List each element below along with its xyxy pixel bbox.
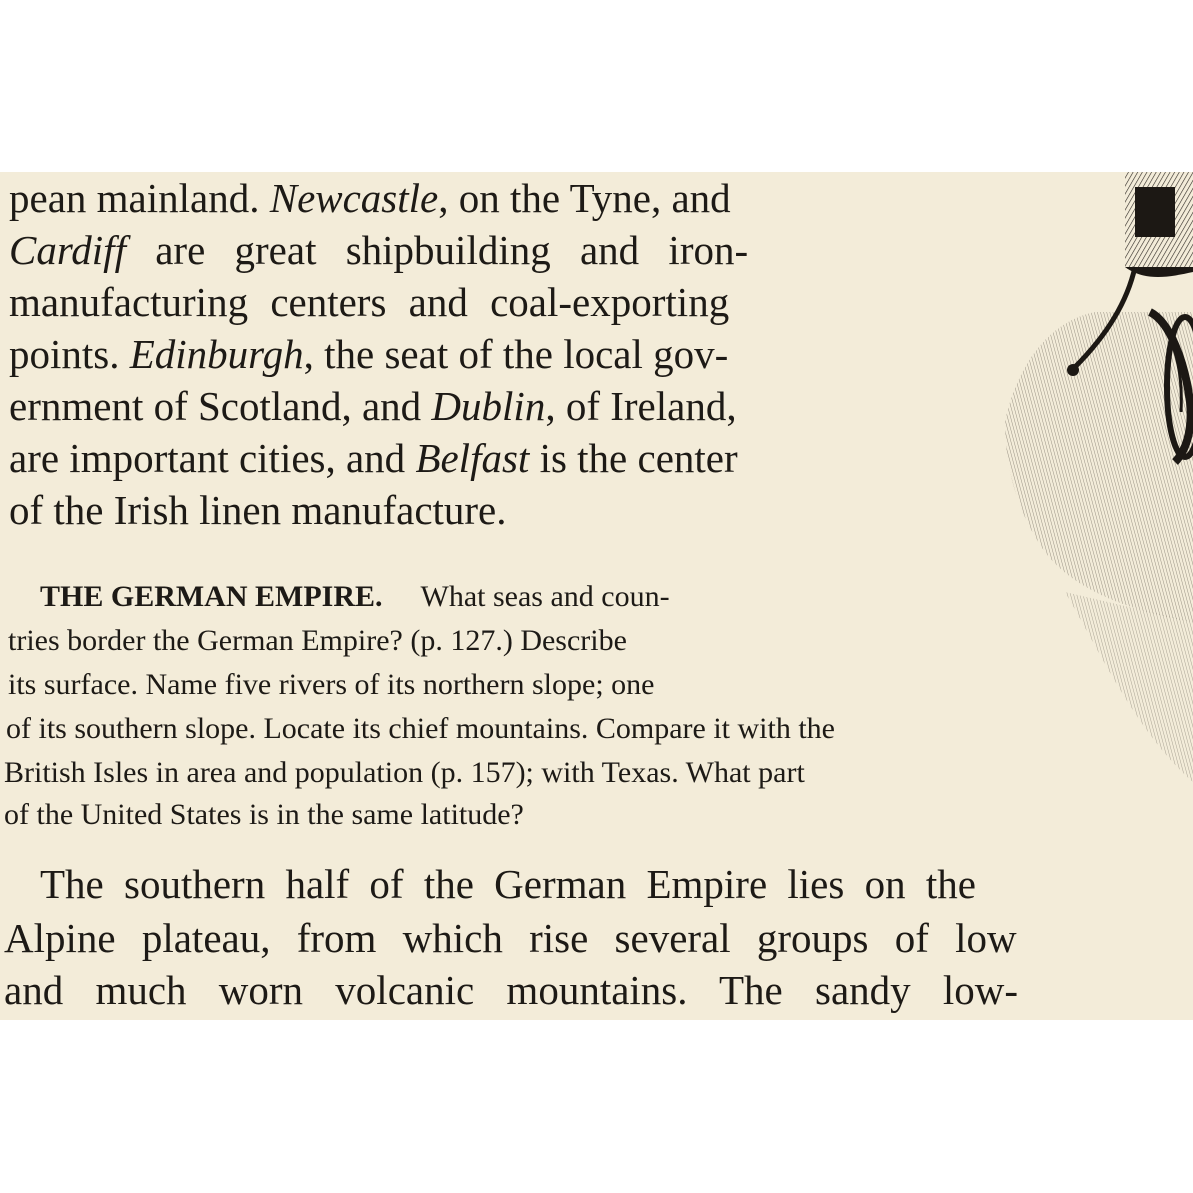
text-line: [9, 175, 731, 221]
text-span: are important cities, and: [9, 435, 416, 481]
text-line: tries border the German Empire? (p. 127.) Describe: [8, 624, 627, 657]
text-line: [40, 582, 670, 612]
text-span: points.: [9, 331, 130, 377]
text-line: [9, 227, 749, 273]
text-line: British Isles in area and population (p. 157); with Texas. What part: [4, 756, 805, 789]
italic-place-name: Dublin: [431, 383, 546, 429]
text-line: The southern half of the German Empire lies on the: [40, 861, 976, 907]
engraving-illustration: [985, 172, 1193, 792]
text-span: ernment of Scotland, and: [9, 383, 432, 429]
text-span: pean mainland.: [9, 175, 270, 221]
text-line: [9, 331, 729, 377]
text-span: , the seat of the local gov-: [303, 331, 729, 377]
text-line: [9, 383, 737, 429]
text-span: are great shipbuilding and iron-: [125, 227, 749, 273]
italic-place-name: Edinburgh: [129, 331, 304, 377]
italic-place-name: Cardiff: [9, 227, 126, 273]
text-line: of the United States is in the same latitude?: [4, 798, 524, 831]
italic-place-name: Belfast: [415, 435, 530, 481]
text-line: manufacturing centers and coal-exporting: [9, 279, 730, 325]
text-line: its surface. Name five rivers of its northern slope; one: [8, 668, 655, 701]
section-heading: THE GERMAN EMPIRE.: [40, 580, 383, 613]
italic-place-name: Newcastle: [269, 175, 439, 221]
text-line: Alpine plateau, from which rise several groups of low: [4, 915, 1017, 961]
text-line: [9, 435, 738, 481]
text-line: of its southern slope. Locate its chief mountains. Compare it with the: [6, 712, 835, 745]
text-span: , of Ireland,: [545, 383, 737, 429]
text-span: is the center: [529, 435, 738, 481]
text-span: , on the Tyne, and: [438, 175, 731, 221]
text-span: What seas and coun-: [420, 580, 670, 613]
text-line: of the Irish linen manufacture.: [9, 487, 507, 533]
text-line: and much worn volcanic mountains. The sandy low-: [4, 967, 1019, 1013]
book-page-clipping: [0, 172, 1193, 1020]
